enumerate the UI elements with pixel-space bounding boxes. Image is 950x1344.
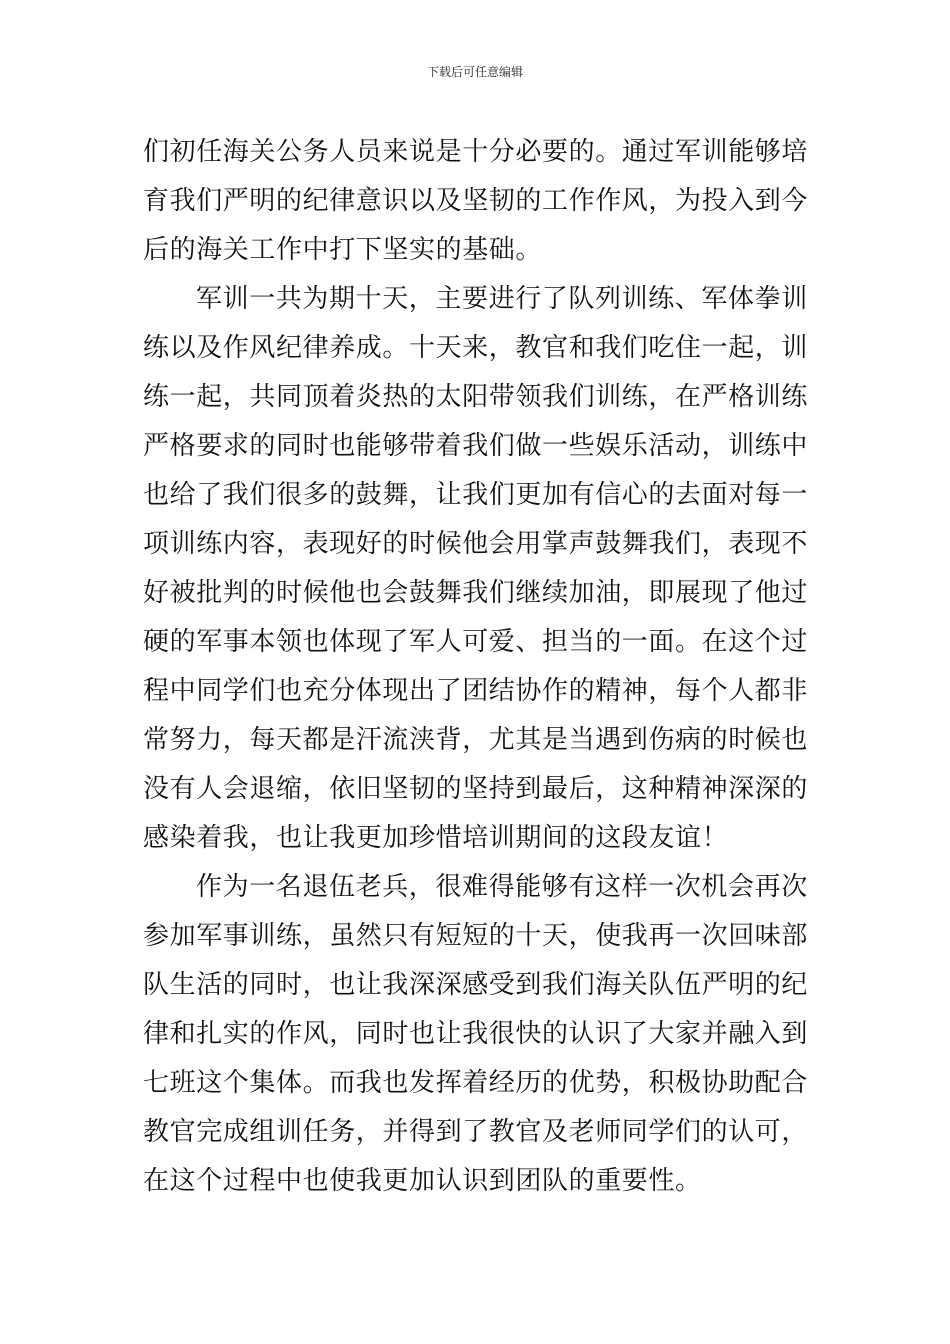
text-line: 练以及作风纪律养成。十天来，教官和我们吃住一起，训: [143, 333, 809, 363]
text-line: 在这个过程中也使我更加认识到团队的重要性。: [143, 1166, 702, 1196]
page-header: 下载后可任意编辑: [426, 65, 523, 79]
text-line: 后的海关工作中打下坚实的基础。: [143, 235, 543, 265]
text-line: 教官完成组训任务，并得到了教官及老师同学们的认可，: [143, 1117, 809, 1147]
text-line: 七班这个集体。而我也发挥着经历的优势，积极协助配合: [143, 1068, 809, 1098]
text-line: 律和扎实的作风，同时也让我很快的认识了大家并融入到: [143, 1019, 809, 1049]
text-line: 好被批判的时候他也会鼓舞我们继续加油，即展现了他过: [143, 578, 809, 608]
text-line: 们初任海关公务人员来说是十分必要的。通过军训能够培: [143, 137, 809, 167]
text-line: 队生活的同时，也让我深深感受到我们海关队伍严明的纪: [143, 970, 809, 1000]
text-line: 育我们严明的纪律意识以及坚韧的工作作风，为投入到今: [143, 186, 809, 216]
text-line: 没有人会退缩，依旧坚韧的坚持到最后，这种精神深深的: [143, 774, 809, 804]
text-line: 硬的军事本领也体现了军人可爱、担当的一面。在这个过: [143, 627, 809, 657]
paragraph-first-line: 军训一共为期十天，主要进行了队列训练、军体拳训: [196, 284, 808, 314]
text-line: 严格要求的同时也能够带着我们做一些娱乐活动，训练中: [143, 431, 809, 461]
text-line: 也给了我们很多的鼓舞，让我们更加有信心的去面对每一: [143, 480, 809, 510]
text-line: 练一起，共同顶着炎热的太阳带领我们训练，在严格训练: [143, 382, 809, 412]
text-line: 感染着我，也让我更加珍惜培训期间的这段友谊！: [143, 823, 729, 853]
body-text: [143, 128, 809, 1206]
text-line: 项训练内容，表现好的时候他会用掌声鼓舞我们，表现不: [143, 529, 809, 559]
text-line: 参加军事训练，虽然只有短短的十天，使我再一次回味部: [143, 921, 809, 951]
text-line: 程中同学们也充分体现出了团结协作的精神，每个人都非: [143, 676, 809, 706]
paragraph-first-line: 作为一名退伍老兵，很难得能够有这样一次机会再次: [196, 872, 808, 902]
text-line: 常努力，每天都是汗流浃背，尤其是当遇到伤病的时候也: [143, 725, 809, 755]
